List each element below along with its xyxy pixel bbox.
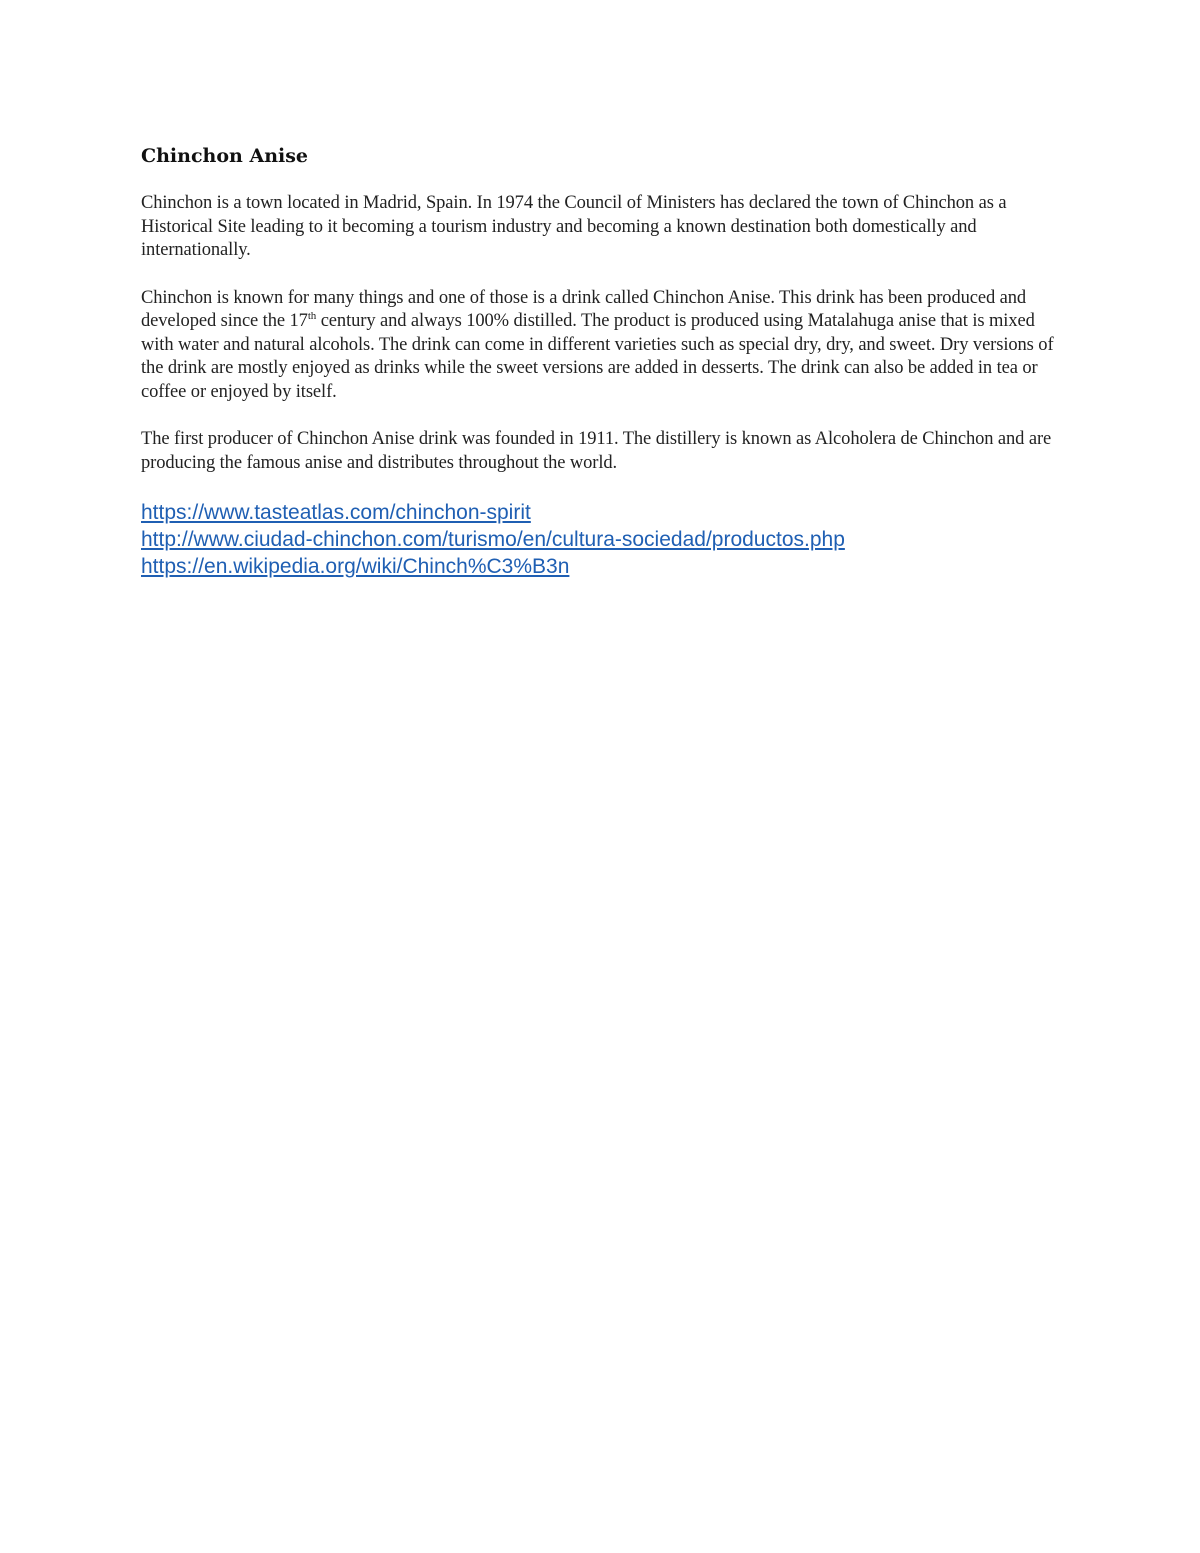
ordinal-suffix: th — [307, 309, 317, 322]
reference-links — [141, 499, 1056, 580]
paragraph-producer: The first producer of Chinchon Anise drink was founded in 1911. The distillery is known as Alcoholera de Chinchon and are producing the famous anise and distributes throughout the world. — [141, 429, 1052, 473]
link-ciudad-chinchon[interactable]: http://www.ciudad-chinchon.com/turismo/en/cultura-sociedad/productos.php — [141, 528, 845, 551]
paragraph-drink-text-start: Chinchon is known for many things and one of those is a drink called Chinchon Anise. This drink has been produced and developed since the 17 — [141, 287, 1027, 331]
paragraph-drink — [141, 287, 1056, 405]
paragraph-intro: Chinchon is a town located in Madrid, Spain. In 1974 the Council of Ministers has declared the town of Chinchon as a Historical Site leading to it becoming a tourism industry and becoming a known destination both domestically and internationally. — [141, 193, 1007, 260]
document-body — [141, 142, 1056, 580]
document-title: Chinchon Anise — [141, 145, 309, 167]
link-tasteatlas[interactable]: https://www.tasteatlas.com/chinchon-spirit — [141, 501, 531, 524]
paragraph-drink-text-end: century and always 100% distilled. The product is produced using Matalahuga anise that is mixed with water and natural alcohols. The drink can come in different varieties such as special dry, dry, and sweet. Dry versions of the drink are mostly enjoyed as drinks while the sweet versions are added in desserts. The drink can also be added in tea or coffee or enjoyed by itself. — [141, 311, 1054, 402]
link-wikipedia[interactable]: https://en.wikipedia.org/wiki/Chinch%C3%B3n — [141, 555, 570, 578]
